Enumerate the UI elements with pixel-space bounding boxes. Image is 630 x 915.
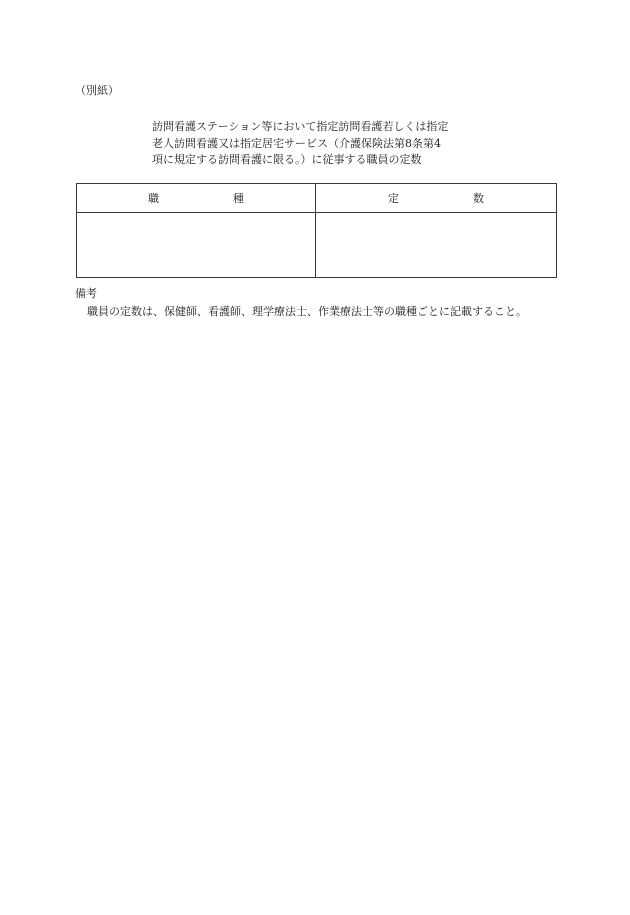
remarks-heading: 備考 (75, 287, 97, 300)
header-job-type-char-1: 職 (148, 192, 159, 205)
table-header-row (77, 184, 557, 213)
header-staff-count (316, 184, 557, 213)
cell-staff-count (316, 213, 557, 278)
header-job-type-char-2: 種 (233, 192, 244, 205)
document-title (152, 119, 492, 169)
cell-job-type (77, 213, 316, 278)
header-staff-count-char-2: 数 (473, 192, 484, 205)
remarks-text: 職員の定数は、保健師、看護師、理学療法士、作業療法士等の職種ごとに記載すること。 (87, 305, 527, 318)
title-line: 訪問看護ステーション等において指定訪問看護若しくは指定 (152, 120, 449, 133)
header-job-type (77, 184, 316, 213)
table-row (77, 213, 557, 278)
staff-count-table (76, 183, 557, 278)
title-line: 老人訪問看護又は指定居宅サービス（介護保険法第8条第4 (152, 136, 441, 150)
title-line: 項に規定する訪問看護に限る。）に従事する職員の定数 (152, 153, 422, 166)
annex-label: （別紙） (75, 84, 119, 97)
header-staff-count-char-1: 定 (388, 192, 399, 205)
